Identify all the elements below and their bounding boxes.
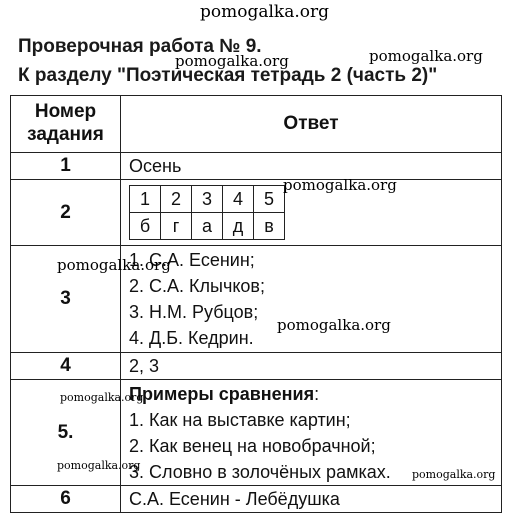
grid-cell: 3 [192,186,223,213]
table-row [11,353,502,380]
grid-cell: 1 [130,186,161,213]
header-answer: Ответ [121,96,502,153]
table-header-row [11,96,502,153]
answer-line: С.А. Есенин - Лебёдушка [129,489,340,509]
watermark-text: pomogalka.org [369,47,483,65]
task-number: 3 [11,246,121,353]
answer-line: 2. Как венец на новобрачной; [129,435,376,456]
watermark-text: pomogalka.org [412,468,496,481]
page-subtitle: К разделу "Поэтическая тетрадь 2 (часть 2)" [18,65,438,86]
matching-grid-top-row [130,186,285,213]
answer-line: 3. Н.М. Рубцов; [129,302,259,322]
answer-cell [121,486,502,513]
watermark-text: pomogalka.org [175,52,289,70]
grid-cell: г [161,213,192,240]
answer-cell [121,246,502,353]
grid-cell: б [130,213,161,240]
grid-cell: 2 [161,186,192,213]
header-number-line2: задания [27,124,104,145]
watermark-text: pomogalka.org [200,2,330,22]
watermark-text: pomogalka.org [283,176,397,194]
answer-line: 1. С.А. Есенин; [129,250,255,270]
answer-line: 2, 3 [129,356,160,376]
answer-line: Осень [129,156,182,176]
answer-line: 1. Как на выставке картин; [129,409,351,430]
matching-grid [129,185,285,240]
grid-cell: д [223,213,254,240]
answer-cell [121,353,502,380]
matching-grid-bottom-row [130,213,285,240]
answer-line: 2. С.А. Клычков; [129,276,265,296]
task-number: 2 [11,180,121,246]
table-row [11,153,502,180]
header-number [11,96,121,153]
task-number: 6 [11,486,121,513]
task-number: 1 [11,153,121,180]
table-row [11,180,502,246]
answer-line: 4. Д.Б. Кедрин. [129,328,254,348]
task-number: 4 [11,353,121,380]
task-number: 5. [11,380,121,486]
grid-cell: 5 [254,186,285,213]
header-number-line1: Номер [34,101,97,123]
grid-cell: а [192,213,223,240]
watermark-text: pomogalka.org [277,316,391,334]
watermark-text: pomogalka.org [60,391,144,404]
answers-table [10,95,502,513]
answer-heading-line [129,381,501,407]
watermark-text: pomogalka.org [57,256,171,274]
grid-cell: в [254,213,285,240]
answer-heading-colon: : [314,383,320,404]
grid-cell: 4 [223,186,254,213]
table-row [11,486,502,513]
watermark-text: pomogalka.org [57,459,141,472]
page-title: Проверочная работа № 9. [18,36,262,57]
answer-line: 3. Словно в золочёных рамках. [129,461,391,482]
answer-heading: Примеры сравнения [129,383,315,404]
